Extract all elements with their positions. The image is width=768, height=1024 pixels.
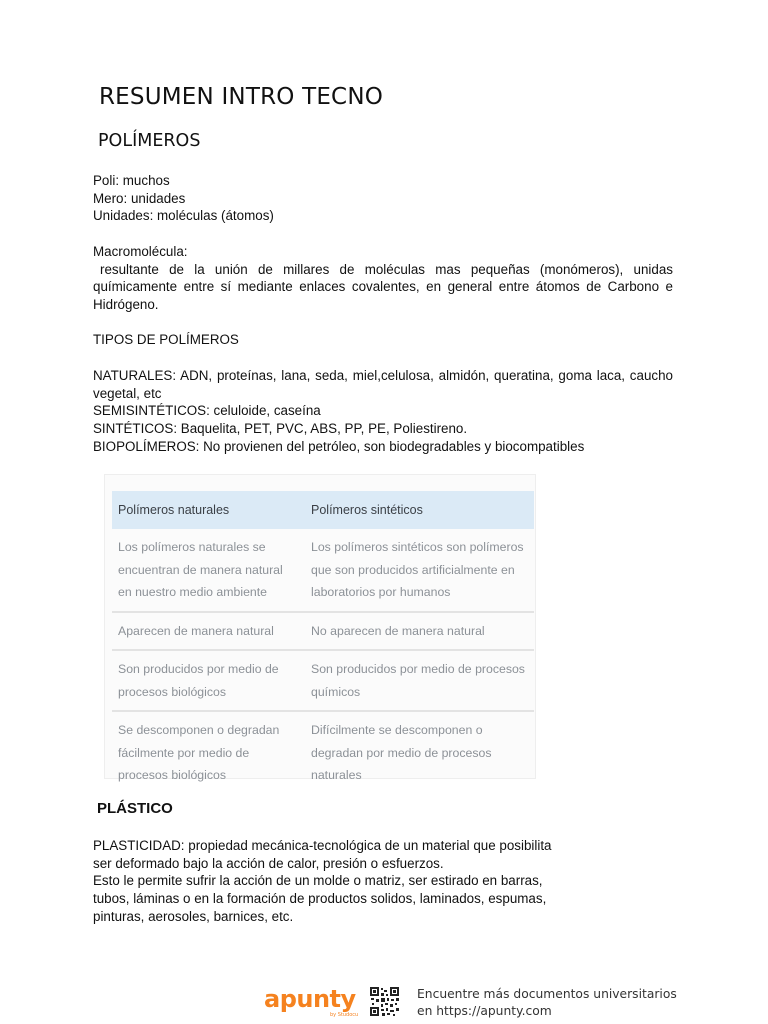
tipos-list [93,367,673,456]
apunty-logo-sub: by Studocu [330,1012,359,1018]
table-row [112,612,534,651]
section-title-polimeros: POLÍMEROS [98,131,201,151]
macromolecula-text: resultante de la unión de millares de moléculas mas pequeñas (monómeros), unidas químicamente entre sí mediante enlaces covalentes, en general entre átomos de Carbono e Hidrógeno. [93,261,673,313]
tipo-semisinteticos: SEMISINTÉTICOS: celuloide, caseína [93,403,321,419]
footer-link[interactable]: en https://apunty.com [417,1003,552,1018]
table-cell: Son producidos por medio de procesos biológicos [112,650,305,711]
footer-text [417,986,677,1019]
comparison-table [112,491,534,794]
plasticidad-line: Esto le permite sufrir la acción de un molde o matriz, ser estirado en barras, [93,873,543,889]
tipos-heading: TIPOS DE POLÍMEROS [93,332,239,347]
qr-code-icon[interactable] [369,986,400,1017]
comparison-table-image [104,474,536,782]
macromolecula-block [93,243,673,314]
table-header-row [112,491,534,529]
footer-line1: Encuentre más documentos universitarios [417,987,677,1001]
plasticidad-line: ser deformado bajo la acción de calor, presión o esfuerzos. [93,855,444,871]
apunty-logo[interactable]: apunty [264,985,356,1013]
definition-mero: Mero: unidades [93,190,186,206]
table-header-sinteticos: Polímeros sintéticos [305,491,534,529]
macromolecula-heading: Macromolécula: [93,244,188,259]
section-title-plastico: PLÁSTICO [97,800,173,817]
definition-poli: Poli: muchos [93,173,170,188]
footer [264,985,684,1021]
plasticidad-line: pinturas, aerosoles, barnices, etc. [93,908,294,924]
plasticidad-block [93,837,593,926]
tipo-naturales: NATURALES: ADN, proteínas, lana, seda, miel,celulosa, almidón, queratina, goma laca, caucho vegetal, etc [93,368,673,401]
table-cell: Los polímeros sintéticos son polímeros que son producidos artificialmente en laboratorios por humanos [305,529,534,612]
tipo-biopolimeros: BIOPOLÍMEROS: No provienen del petróleo, son biodegradables y biocompatibles [93,438,585,454]
plasticidad-line: PLASTICIDAD: propiedad mecánica-tecnológica de un material que posibilita [93,838,552,853]
tipos-heading-block [93,331,673,349]
table-cell: Aparecen de manera natural [112,612,305,651]
table-row [112,711,534,794]
table-row [112,529,534,612]
definition-unidades: Unidades: moléculas (átomos) [93,208,274,224]
definitions-block [93,172,673,225]
table-header-naturales: Polímeros naturales [112,491,305,529]
table-cell: Difícilmente se descomponen o degradan por medio de procesos naturales [311,723,492,782]
table-cell: Son producidos por medio de procesos químicos [305,650,534,711]
table-cell: Los polímeros naturales se encuentran de manera natural en nuestro medio ambiente [112,529,305,612]
plasticidad-line: tubos, láminas o en la formación de productos solidos, laminados, espumas, [93,891,547,907]
table-cell: No aparecen de manera natural [305,612,534,651]
table-cell: Se descomponen o degradan fácilmente por medio de procesos biológicos [118,723,280,782]
table-row [112,650,534,711]
tipo-sinteticos: SINTÉTICOS: Baquelita, PET, PVC, ABS, PP, PE, Poliestireno. [93,421,468,437]
page-title: RESUMEN INTRO TECNO [99,84,384,110]
